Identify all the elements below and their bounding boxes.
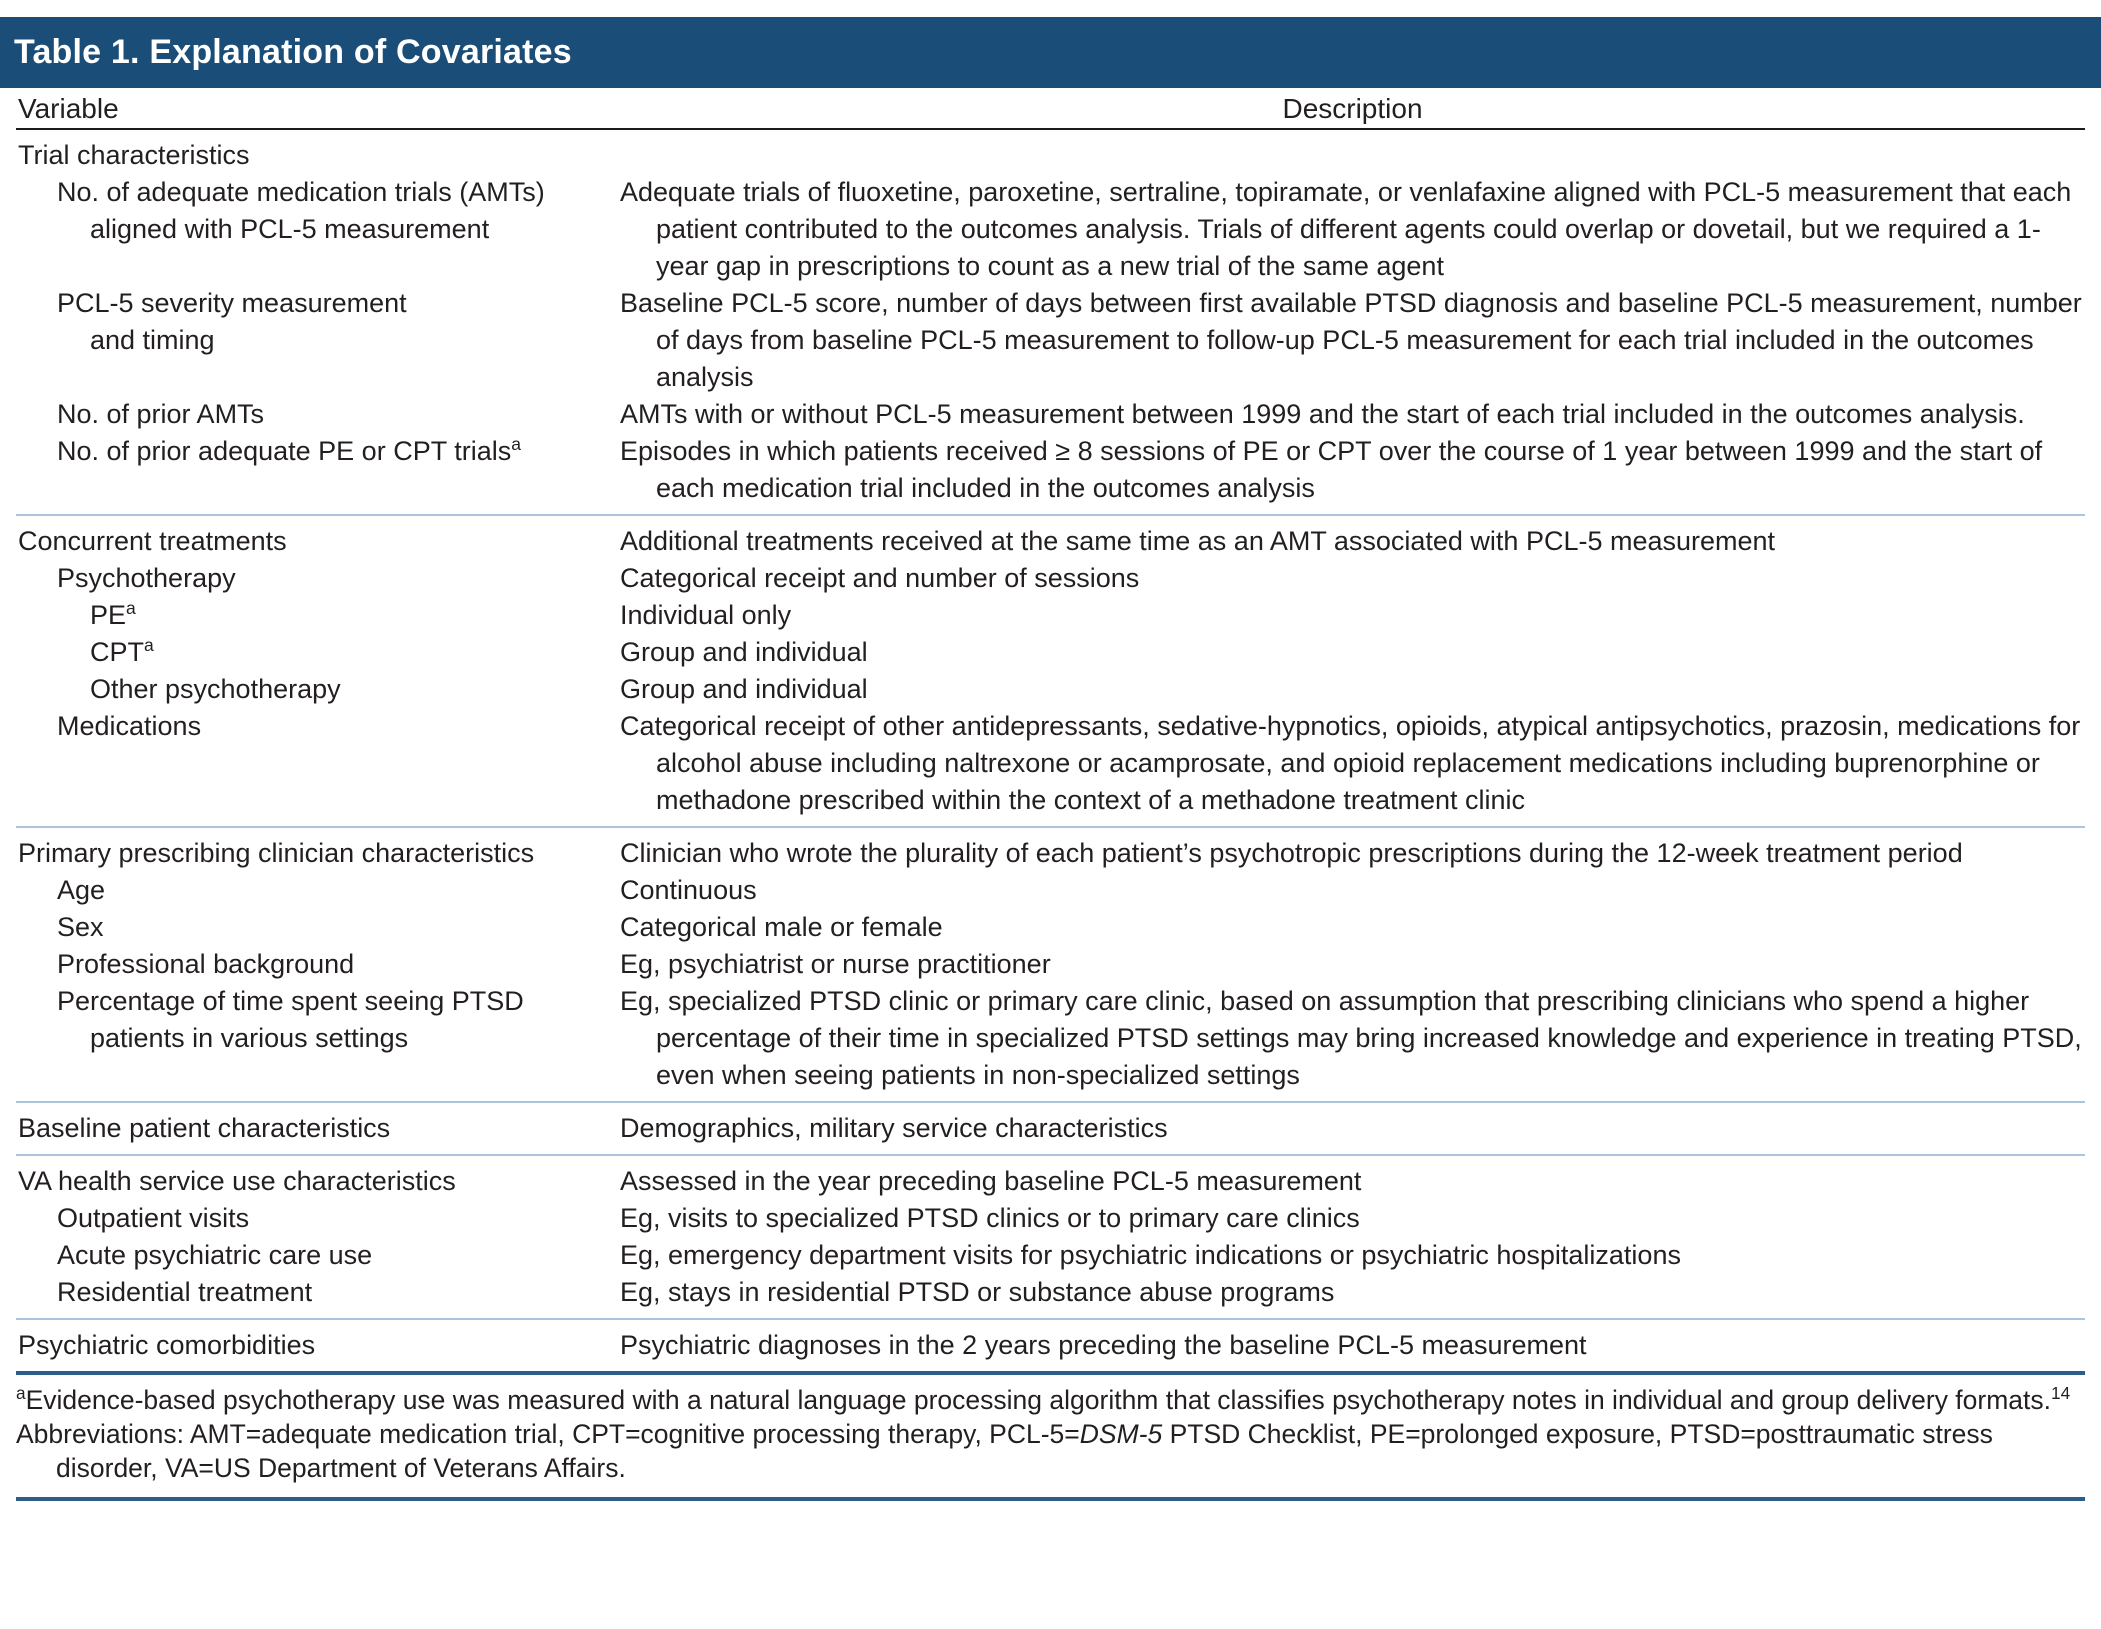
variable-cell xyxy=(16,1237,620,1274)
footnote-a xyxy=(16,1383,2085,1417)
footnote-a-text: Evidence-based psychotherapy use was measured with a natural language processing algorithm that classifies psychotherapy notes in individual and group delivery formats. xyxy=(25,1385,2052,1415)
variable-label: No. of prior AMTs xyxy=(57,399,265,429)
description-cell: Adequate trials of fluoxetine, paroxetine, sertraline, topiramate, or venlafaxine aligned with PCL-5 measurement that each patient contributed to the outcomes analysis. Trials of different agents could overlap or dovetail, but we required a 1-year gap in prescriptions to count as a new trial of the same agent xyxy=(620,177,2072,281)
table-title: Table 1. Explanation of Covariates xyxy=(14,33,572,71)
variable-label: Primary prescribing clinician characteristics xyxy=(18,838,535,868)
table-row xyxy=(16,983,2085,1094)
table-row xyxy=(16,1327,2085,1364)
variable-label-continued: aligned with PCL-5 measurement xyxy=(90,214,490,244)
abbreviations-text-cont: PTSD Checklist, PE=prolonged exposure, PTSD=posttraumatic stress disorder, VA=US Department of Veterans Affairs. xyxy=(56,1419,1993,1483)
table-row xyxy=(16,634,2085,671)
footnotes xyxy=(16,1383,2085,1501)
table-row xyxy=(16,433,2085,507)
table xyxy=(16,88,2085,1375)
variable-cell xyxy=(16,1327,620,1364)
abbreviations-italic: DSM-5 xyxy=(1079,1419,1163,1449)
description-cell: Demographics, military service characteristics xyxy=(620,1113,1168,1143)
table-row xyxy=(16,1110,2085,1147)
variable-cell xyxy=(16,872,620,909)
table-row xyxy=(16,174,2085,285)
variable-cell xyxy=(16,946,620,983)
table-row xyxy=(16,909,2085,946)
variable-label: $PE^a$ xyxy=(90,598,136,630)
description-cell xyxy=(620,137,2085,174)
table-row xyxy=(16,523,2085,560)
description-cell: Group and individual xyxy=(620,674,868,704)
variable-cell xyxy=(16,523,620,560)
table-row xyxy=(16,1274,2085,1311)
table-row xyxy=(16,671,2085,708)
variable-label: Acute psychiatric care use xyxy=(57,1240,373,1270)
footnote-reference-number: 14 xyxy=(2051,1383,2071,1404)
variable-label: Trial characteristics xyxy=(18,140,250,170)
description-cell: Eg, stays in residential PTSD or substance abuse programs xyxy=(620,1277,1335,1307)
variable-label: VA health service use characteristics xyxy=(18,1166,456,1196)
description-cell: Clinician who wrote the plurality of each patient’s psychotropic prescriptions during the 12-week treatment period xyxy=(620,838,1963,868)
description-cell: Eg, visits to specialized PTSD clinics or to primary care clinics xyxy=(620,1203,1360,1233)
description-cell: Eg, specialized PTSD clinic or primary care clinic, based on assumption that prescribing clinicians who spend a higher percentage of their time in specialized PTSD settings may bring increased knowledge and experience in treating PTSD, even when seeing patients in non-specialized settings xyxy=(620,986,2082,1090)
abbreviations-text: Abbreviations: AMT=adequate medication trial, CPT=cognitive processing therapy, PCL-5= xyxy=(16,1419,1080,1449)
table-row xyxy=(16,946,2085,983)
table-row xyxy=(16,137,2085,174)
variable-label: Psychiatric comorbidities xyxy=(18,1330,316,1360)
variable-footnote-marker: a xyxy=(126,598,136,618)
variable-label: No. of adequate medication trials (AMTs) xyxy=(57,177,545,207)
variable-label: Baseline patient characteristics xyxy=(18,1113,391,1143)
variable-label: No. of prior adequate PE or CPT trials$^a$ xyxy=(57,434,521,466)
table-bottom-border xyxy=(16,1371,2085,1375)
variable-cell xyxy=(16,835,620,872)
variable-label: Residential treatment xyxy=(57,1277,313,1307)
footnote-abbreviations xyxy=(16,1417,2085,1485)
footnote-marker: a xyxy=(16,1383,26,1404)
variable-label: Percentage of time spent seeing PTSD xyxy=(57,986,524,1016)
variable-label: Other psychotherapy xyxy=(90,674,341,704)
variable-footnote-marker: a xyxy=(511,434,521,454)
variable-cell xyxy=(16,634,620,671)
description-cell: Psychiatric diagnoses in the 2 years preceding the baseline PCL-5 measurement xyxy=(620,1330,1587,1360)
table-row xyxy=(16,396,2085,433)
description-cell: Additional treatments received at the same time as an AMT associated with PCL-5 measurement xyxy=(620,526,1776,556)
column-header-description: Description xyxy=(1282,93,1423,124)
variable-cell xyxy=(16,1110,620,1147)
variable-label-continued: and timing xyxy=(90,325,215,355)
variable-cell xyxy=(16,708,620,819)
variable-footnote-marker: a xyxy=(144,635,154,655)
variable-cell xyxy=(16,983,620,1094)
table-row xyxy=(16,560,2085,597)
table-row xyxy=(16,1200,2085,1237)
table-row xyxy=(16,597,2085,634)
variable-cell xyxy=(16,1163,620,1200)
description-cell: Individual only xyxy=(620,600,792,630)
variable-label: Concurrent treatments xyxy=(18,526,287,556)
description-cell: Eg, psychiatrist or nurse practitioner xyxy=(620,949,1051,979)
variable-cell xyxy=(16,285,620,396)
variable-label: Outpatient visits xyxy=(57,1203,250,1233)
table-row xyxy=(16,1237,2085,1274)
variable-cell xyxy=(16,137,620,174)
variable-cell xyxy=(16,597,620,634)
variable-label: CPT$^a$ xyxy=(90,635,154,667)
description-cell: Categorical male or female xyxy=(620,912,943,942)
table-row xyxy=(16,835,2085,872)
variable-cell xyxy=(16,396,620,433)
variable-label: Medications xyxy=(57,711,202,741)
column-header-row xyxy=(16,88,2085,130)
variable-label: Age xyxy=(57,875,106,905)
description-cell: Group and individual xyxy=(620,637,868,667)
variable-label: PCL-5 severity measurement xyxy=(57,288,407,318)
variable-cell xyxy=(16,174,620,285)
table-section xyxy=(16,828,2085,1101)
description-cell: Categorical receipt of other antidepressants, sedative-hypnotics, opioids, atypical antipsychotics, prazosin, medications for alcohol abuse including naltrexone or acamprosate, and opioid replacement medications including buprenorphine or methadone prescribed within the context of a methadone treatment clinic xyxy=(620,711,2081,815)
variable-cell xyxy=(16,671,620,708)
description-cell: Episodes in which patients received ≥ 8 sessions of PE or CPT over the course of 1 year between 1999 and the start of each medication trial included in the outcomes analysis xyxy=(620,436,2043,503)
table-container xyxy=(0,17,2101,1501)
variable-cell xyxy=(16,1200,620,1237)
variable-cell xyxy=(16,1274,620,1311)
description-cell: AMTs with or without PCL-5 measurement between 1999 and the start of each trial included in the outcomes analysis. xyxy=(620,399,2025,429)
variable-cell xyxy=(16,433,620,507)
table-section xyxy=(16,130,2085,514)
table-section xyxy=(16,516,2085,826)
column-header-variable: Variable xyxy=(18,93,119,124)
table-row xyxy=(16,872,2085,909)
variable-label: Psychotherapy xyxy=(57,563,236,593)
table-section xyxy=(16,1156,2085,1318)
description-cell: Baseline PCL-5 score, number of days between first available PTSD diagnosis and baseline PCL-5 measurement, number of days from baseline PCL-5 measurement to follow-up PCL-5 measurement for each trial included in the outcomes analysis xyxy=(620,288,2082,392)
variable-cell xyxy=(16,560,620,597)
description-cell: Eg, emergency department visits for psychiatric indications or psychiatric hospitalizations xyxy=(620,1240,1681,1270)
description-cell: Continuous xyxy=(620,875,757,905)
table-section xyxy=(16,1320,2085,1371)
variable-label-continued: patients in various settings xyxy=(90,1023,409,1053)
table-row xyxy=(16,285,2085,396)
variable-label: Sex xyxy=(57,912,104,942)
variable-cell xyxy=(16,909,620,946)
table-row xyxy=(16,708,2085,819)
description-cell: Assessed in the year preceding baseline PCL-5 measurement xyxy=(620,1166,1362,1196)
variable-label: Professional background xyxy=(57,949,355,979)
table-body xyxy=(16,130,2085,1371)
table-section xyxy=(16,1103,2085,1154)
table-row xyxy=(16,1163,2085,1200)
table-title-bar xyxy=(0,17,2101,88)
description-cell: Categorical receipt and number of sessions xyxy=(620,563,1140,593)
